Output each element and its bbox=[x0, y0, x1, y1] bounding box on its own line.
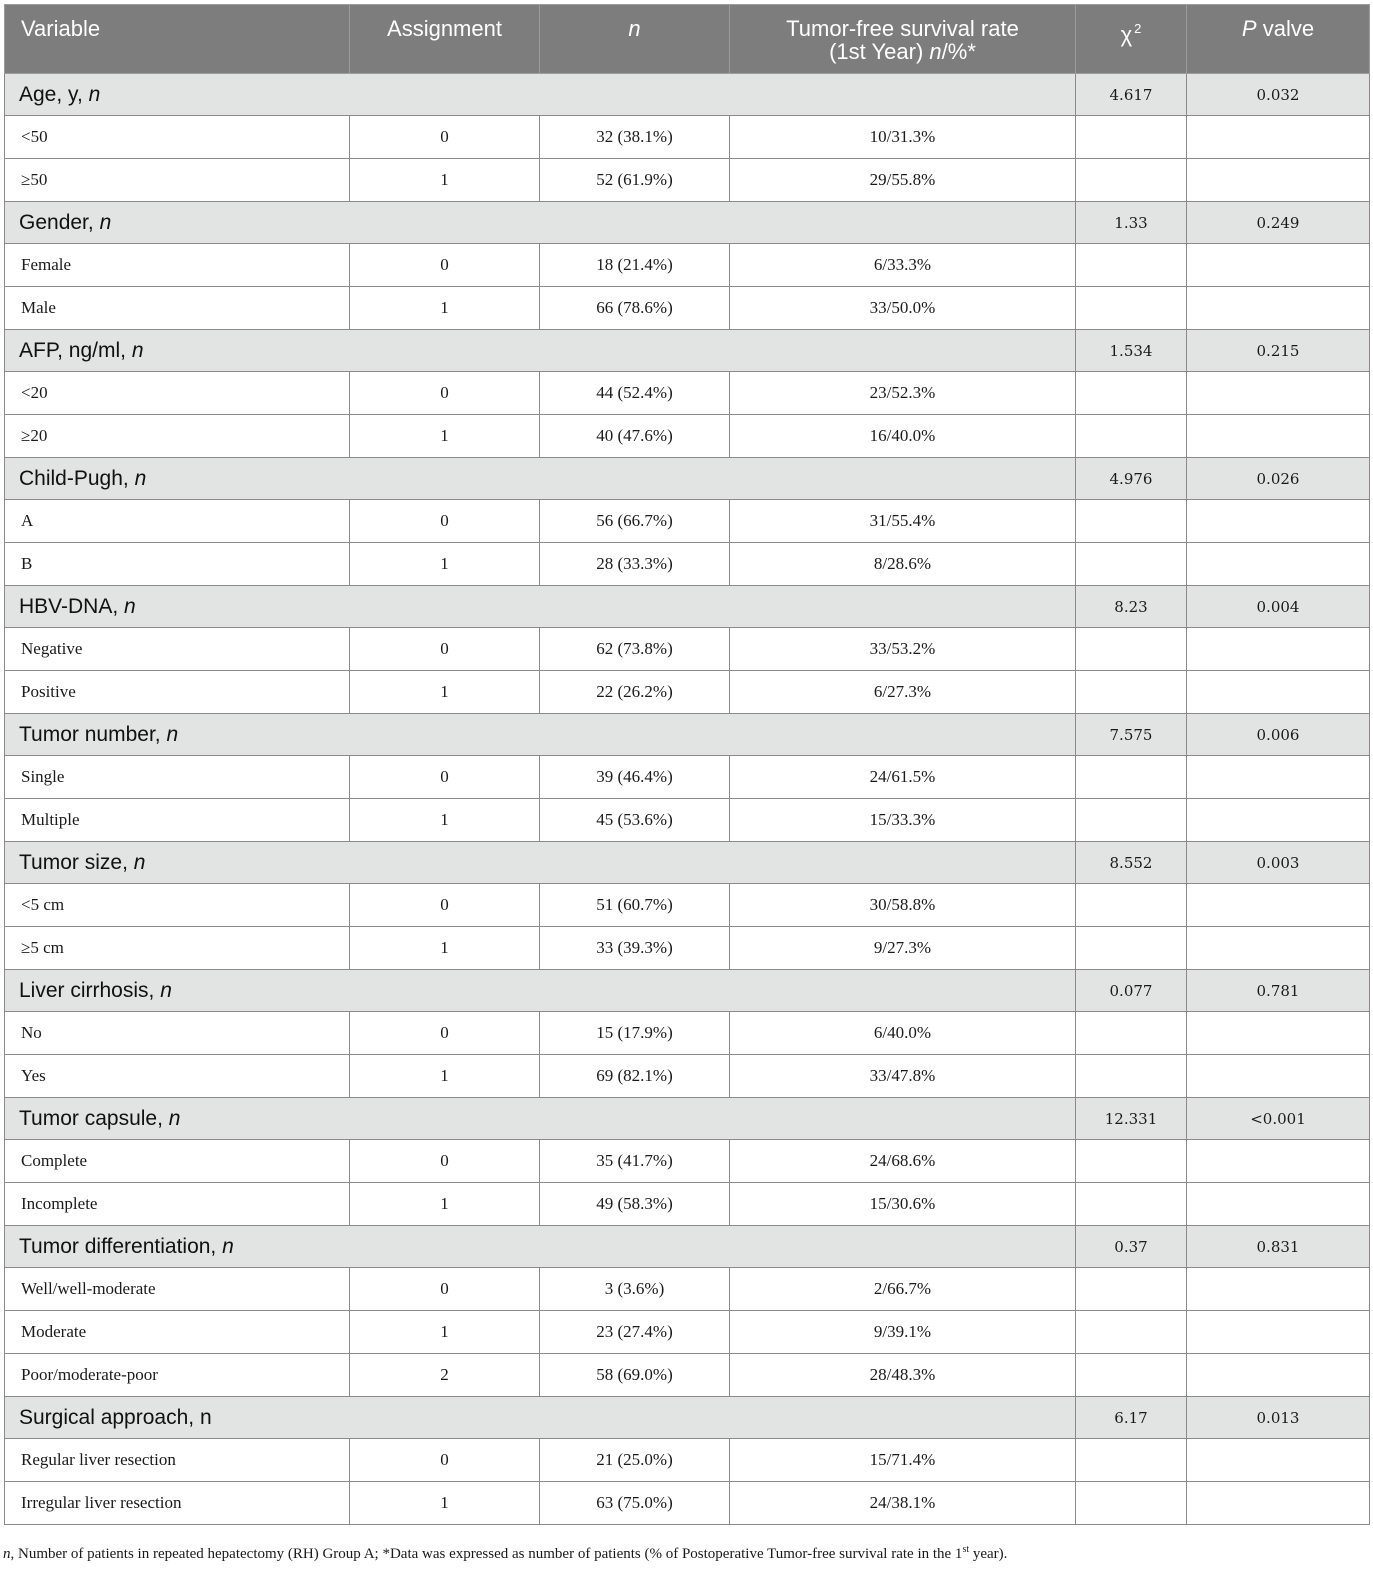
row-chi2-empty bbox=[1076, 372, 1187, 415]
table-row bbox=[5, 756, 1370, 799]
row-survival-rate: 9/39.1% bbox=[730, 1311, 1076, 1354]
row-assignment: 0 bbox=[350, 756, 540, 799]
row-p-empty bbox=[1187, 1183, 1370, 1226]
group-row bbox=[5, 842, 1370, 884]
row-p-empty bbox=[1187, 287, 1370, 330]
row-label: Multiple bbox=[5, 799, 350, 842]
table-row bbox=[5, 159, 1370, 202]
header-rate-line2-italic: n bbox=[929, 39, 942, 64]
group-row bbox=[5, 74, 1370, 116]
header-p-value bbox=[1187, 5, 1370, 74]
header-chi-square bbox=[1076, 5, 1187, 74]
row-p-empty bbox=[1187, 799, 1370, 842]
header-chi-symbol: χ bbox=[1120, 22, 1133, 47]
group-label: Liver cirrhosis, bbox=[19, 978, 161, 1002]
row-assignment: 0 bbox=[350, 1140, 540, 1183]
row-survival-rate: 16/40.0% bbox=[730, 415, 1076, 458]
row-survival-rate: 23/52.3% bbox=[730, 372, 1076, 415]
row-n: 66 (78.6%) bbox=[540, 287, 730, 330]
row-chi2-empty bbox=[1076, 1439, 1187, 1482]
group-label-n: n bbox=[99, 210, 112, 234]
row-n: 69 (82.1%) bbox=[540, 1055, 730, 1098]
group-chi2: 0.37 bbox=[1076, 1226, 1187, 1268]
row-p-empty bbox=[1187, 1268, 1370, 1311]
row-label: Incomplete bbox=[5, 1183, 350, 1226]
row-n: 39 (46.4%) bbox=[540, 756, 730, 799]
row-n: 18 (21.4%) bbox=[540, 244, 730, 287]
row-survival-rate: 2/66.7% bbox=[730, 1268, 1076, 1311]
group-row bbox=[5, 714, 1370, 756]
row-label: <5 cm bbox=[5, 884, 350, 927]
header-assignment: Assignment bbox=[350, 5, 540, 74]
header-row bbox=[5, 5, 1370, 74]
row-label: <50 bbox=[5, 116, 350, 159]
header-survival-rate bbox=[730, 5, 1076, 74]
table-row bbox=[5, 1439, 1370, 1482]
row-assignment: 1 bbox=[350, 1311, 540, 1354]
row-label: B bbox=[5, 543, 350, 586]
row-assignment: 0 bbox=[350, 372, 540, 415]
table-row bbox=[5, 671, 1370, 714]
group-p-value: 0.781 bbox=[1187, 970, 1370, 1012]
group-chi2: 12.331 bbox=[1076, 1098, 1187, 1140]
row-p-empty bbox=[1187, 159, 1370, 202]
row-n: 3 (3.6%) bbox=[540, 1268, 730, 1311]
row-assignment: 0 bbox=[350, 628, 540, 671]
group-label-cell bbox=[5, 1098, 1076, 1140]
row-chi2-empty bbox=[1076, 671, 1187, 714]
group-label: Tumor capsule, bbox=[19, 1106, 169, 1130]
group-row bbox=[5, 202, 1370, 244]
table-row bbox=[5, 244, 1370, 287]
group-p-value: 0.249 bbox=[1187, 202, 1370, 244]
row-n: 23 (27.4%) bbox=[540, 1311, 730, 1354]
row-survival-rate: 6/33.3% bbox=[730, 244, 1076, 287]
row-p-empty bbox=[1187, 372, 1370, 415]
group-label-cell bbox=[5, 1226, 1076, 1268]
row-label: No bbox=[5, 1012, 350, 1055]
row-chi2-empty bbox=[1076, 287, 1187, 330]
footnote-sup: st bbox=[962, 1544, 970, 1555]
row-p-empty bbox=[1187, 1482, 1370, 1525]
header-chi-sup: 2 bbox=[1134, 21, 1142, 36]
row-chi2-empty bbox=[1076, 799, 1187, 842]
table-row bbox=[5, 543, 1370, 586]
row-n: 32 (38.1%) bbox=[540, 116, 730, 159]
table-row bbox=[5, 628, 1370, 671]
table-row bbox=[5, 500, 1370, 543]
row-survival-rate: 33/47.8% bbox=[730, 1055, 1076, 1098]
header-rate-line2-post: /%* bbox=[941, 39, 976, 64]
row-n: 15 (17.9%) bbox=[540, 1012, 730, 1055]
row-n: 49 (58.3%) bbox=[540, 1183, 730, 1226]
row-label: Regular liver resection bbox=[5, 1439, 350, 1482]
row-label: <20 bbox=[5, 372, 350, 415]
group-label-cell bbox=[5, 458, 1076, 500]
table-row bbox=[5, 1183, 1370, 1226]
group-chi2: 8.23 bbox=[1076, 586, 1187, 628]
group-p-value: 0.032 bbox=[1187, 74, 1370, 116]
row-assignment: 0 bbox=[350, 1439, 540, 1482]
group-label-n: n bbox=[222, 1234, 234, 1258]
row-chi2-empty bbox=[1076, 1268, 1187, 1311]
group-label: Tumor differentiation, bbox=[19, 1234, 223, 1258]
row-assignment: 1 bbox=[350, 671, 540, 714]
row-chi2-empty bbox=[1076, 244, 1187, 287]
row-survival-rate: 24/61.5% bbox=[730, 756, 1076, 799]
row-label: Poor/moderate-poor bbox=[5, 1354, 350, 1397]
row-assignment: 1 bbox=[350, 1055, 540, 1098]
group-chi2: 0.077 bbox=[1076, 970, 1187, 1012]
row-p-empty bbox=[1187, 628, 1370, 671]
row-label: Irregular liver resection bbox=[5, 1482, 350, 1525]
table-body bbox=[5, 74, 1370, 1525]
row-p-empty bbox=[1187, 1354, 1370, 1397]
group-chi2: 4.976 bbox=[1076, 458, 1187, 500]
row-assignment: 1 bbox=[350, 927, 540, 970]
row-label: Well/well-moderate bbox=[5, 1268, 350, 1311]
row-n: 52 (61.9%) bbox=[540, 159, 730, 202]
row-survival-rate: 28/48.3% bbox=[730, 1354, 1076, 1397]
group-chi2: 6.17 bbox=[1076, 1397, 1187, 1439]
row-assignment: 2 bbox=[350, 1354, 540, 1397]
row-survival-rate: 31/55.4% bbox=[730, 500, 1076, 543]
row-survival-rate: 10/31.3% bbox=[730, 116, 1076, 159]
row-label: Positive bbox=[5, 671, 350, 714]
row-p-empty bbox=[1187, 244, 1370, 287]
group-label: Tumor number, bbox=[19, 722, 167, 746]
group-label-n: n bbox=[134, 466, 147, 490]
row-survival-rate: 29/55.8% bbox=[730, 159, 1076, 202]
table-row bbox=[5, 884, 1370, 927]
row-assignment: 1 bbox=[350, 1482, 540, 1525]
group-p-value: 0.013 bbox=[1187, 1397, 1370, 1439]
group-label-cell bbox=[5, 202, 1076, 244]
group-label: Gender, bbox=[19, 210, 100, 234]
row-survival-rate: 24/38.1% bbox=[730, 1482, 1076, 1525]
group-p-value: 0.026 bbox=[1187, 458, 1370, 500]
row-n: 56 (66.7%) bbox=[540, 500, 730, 543]
row-label: ≥50 bbox=[5, 159, 350, 202]
row-n: 63 (75.0%) bbox=[540, 1482, 730, 1525]
row-p-empty bbox=[1187, 884, 1370, 927]
row-chi2-empty bbox=[1076, 1482, 1187, 1525]
row-p-empty bbox=[1187, 1140, 1370, 1183]
table-row bbox=[5, 1354, 1370, 1397]
footnote-n: n bbox=[3, 1546, 11, 1562]
group-label: HBV-DNA, bbox=[19, 594, 125, 618]
row-assignment: 0 bbox=[350, 116, 540, 159]
table-row bbox=[5, 415, 1370, 458]
row-n: 51 (60.7%) bbox=[540, 884, 730, 927]
group-label-n: n bbox=[133, 850, 146, 874]
results-table bbox=[4, 4, 1370, 1525]
group-label-n: n bbox=[124, 594, 136, 618]
row-label: Male bbox=[5, 287, 350, 330]
group-label: Age, y, bbox=[19, 82, 89, 106]
row-chi2-empty bbox=[1076, 1055, 1187, 1098]
row-chi2-empty bbox=[1076, 500, 1187, 543]
group-row bbox=[5, 1226, 1370, 1268]
results-table-container bbox=[4, 4, 1369, 1525]
header-p-italic: P bbox=[1241, 16, 1257, 41]
group-chi2: 1.33 bbox=[1076, 202, 1187, 244]
row-chi2-empty bbox=[1076, 628, 1187, 671]
row-n: 58 (69.0%) bbox=[540, 1354, 730, 1397]
group-label: Surgical approach, n bbox=[19, 1405, 212, 1429]
group-p-value: 0.006 bbox=[1187, 714, 1370, 756]
row-survival-rate: 15/33.3% bbox=[730, 799, 1076, 842]
row-p-empty bbox=[1187, 671, 1370, 714]
group-chi2: 7.575 bbox=[1076, 714, 1187, 756]
row-label: Yes bbox=[5, 1055, 350, 1098]
group-row bbox=[5, 1098, 1370, 1140]
group-row bbox=[5, 970, 1370, 1012]
row-survival-rate: 15/71.4% bbox=[730, 1439, 1076, 1482]
row-chi2-empty bbox=[1076, 756, 1187, 799]
table-row bbox=[5, 116, 1370, 159]
row-assignment: 1 bbox=[350, 287, 540, 330]
header-n bbox=[540, 5, 730, 74]
row-n: 33 (39.3%) bbox=[540, 927, 730, 970]
row-p-empty bbox=[1187, 1012, 1370, 1055]
table-row bbox=[5, 927, 1370, 970]
group-label-cell bbox=[5, 714, 1076, 756]
row-assignment: 0 bbox=[350, 244, 540, 287]
row-chi2-empty bbox=[1076, 1311, 1187, 1354]
row-chi2-empty bbox=[1076, 116, 1187, 159]
row-assignment: 0 bbox=[350, 1268, 540, 1311]
group-label-cell bbox=[5, 842, 1076, 884]
table-row bbox=[5, 1055, 1370, 1098]
row-p-empty bbox=[1187, 927, 1370, 970]
row-chi2-empty bbox=[1076, 1012, 1187, 1055]
row-assignment: 0 bbox=[350, 884, 540, 927]
row-survival-rate: 6/27.3% bbox=[730, 671, 1076, 714]
table-row bbox=[5, 287, 1370, 330]
row-p-empty bbox=[1187, 543, 1370, 586]
row-chi2-empty bbox=[1076, 415, 1187, 458]
group-chi2: 8.552 bbox=[1076, 842, 1187, 884]
table-row bbox=[5, 1012, 1370, 1055]
group-chi2: 1.534 bbox=[1076, 330, 1187, 372]
table-row bbox=[5, 799, 1370, 842]
row-label: Negative bbox=[5, 628, 350, 671]
group-label-cell bbox=[5, 74, 1076, 116]
row-survival-rate: 8/28.6% bbox=[730, 543, 1076, 586]
row-survival-rate: 15/30.6% bbox=[730, 1183, 1076, 1226]
row-label: Female bbox=[5, 244, 350, 287]
row-n: 28 (33.3%) bbox=[540, 543, 730, 586]
group-label: Tumor size, bbox=[19, 850, 134, 874]
row-chi2-empty bbox=[1076, 159, 1187, 202]
row-p-empty bbox=[1187, 116, 1370, 159]
group-label: Child-Pugh, bbox=[19, 466, 135, 490]
row-p-empty bbox=[1187, 415, 1370, 458]
group-label-n: n bbox=[131, 338, 144, 362]
group-label-n: n bbox=[160, 978, 172, 1002]
group-p-value: 0.831 bbox=[1187, 1226, 1370, 1268]
row-n: 35 (41.7%) bbox=[540, 1140, 730, 1183]
row-assignment: 0 bbox=[350, 1012, 540, 1055]
group-label-cell bbox=[5, 330, 1076, 372]
group-p-value: 0.003 bbox=[1187, 842, 1370, 884]
header-rate-line1: Tumor-free survival rate bbox=[786, 16, 1019, 41]
row-n: 62 (73.8%) bbox=[540, 628, 730, 671]
table-row bbox=[5, 1140, 1370, 1183]
group-p-value: 0.004 bbox=[1187, 586, 1370, 628]
group-p-value: <0.001 bbox=[1187, 1098, 1370, 1140]
group-label-n: n bbox=[166, 722, 179, 746]
table-footnote bbox=[3, 1544, 1371, 1563]
row-n: 40 (47.6%) bbox=[540, 415, 730, 458]
header-n-text: n bbox=[628, 16, 641, 41]
group-row bbox=[5, 1397, 1370, 1439]
table-row bbox=[5, 1311, 1370, 1354]
row-p-empty bbox=[1187, 1439, 1370, 1482]
group-chi2: 4.617 bbox=[1076, 74, 1187, 116]
row-label: ≥20 bbox=[5, 415, 350, 458]
row-assignment: 1 bbox=[350, 1183, 540, 1226]
row-assignment: 1 bbox=[350, 543, 540, 586]
row-chi2-empty bbox=[1076, 884, 1187, 927]
group-label-n: n bbox=[88, 82, 101, 106]
row-chi2-empty bbox=[1076, 1140, 1187, 1183]
group-label-cell bbox=[5, 970, 1076, 1012]
row-p-empty bbox=[1187, 500, 1370, 543]
row-p-empty bbox=[1187, 756, 1370, 799]
row-label: Moderate bbox=[5, 1311, 350, 1354]
header-rate-line2-pre: (1st Year) bbox=[829, 39, 930, 64]
table-row bbox=[5, 1482, 1370, 1525]
row-n: 44 (52.4%) bbox=[540, 372, 730, 415]
row-chi2-empty bbox=[1076, 543, 1187, 586]
row-assignment: 1 bbox=[350, 799, 540, 842]
row-survival-rate: 6/40.0% bbox=[730, 1012, 1076, 1055]
row-survival-rate: 30/58.8% bbox=[730, 884, 1076, 927]
row-survival-rate: 33/50.0% bbox=[730, 287, 1076, 330]
row-p-empty bbox=[1187, 1055, 1370, 1098]
row-survival-rate: 33/53.2% bbox=[730, 628, 1076, 671]
header-p-rest: valve bbox=[1256, 16, 1315, 41]
row-assignment: 0 bbox=[350, 500, 540, 543]
header-variable: Variable bbox=[5, 5, 350, 74]
row-chi2-empty bbox=[1076, 1354, 1187, 1397]
row-label: A bbox=[5, 500, 350, 543]
group-row bbox=[5, 330, 1370, 372]
group-label-cell bbox=[5, 1397, 1076, 1439]
table-row bbox=[5, 1268, 1370, 1311]
row-survival-rate: 24/68.6% bbox=[730, 1140, 1076, 1183]
group-row bbox=[5, 586, 1370, 628]
footnote-text-2: year). bbox=[969, 1546, 1008, 1562]
row-n: 22 (26.2%) bbox=[540, 671, 730, 714]
group-label: AFP, ng/ml, bbox=[19, 338, 132, 362]
row-assignment: 1 bbox=[350, 159, 540, 202]
group-label-cell bbox=[5, 586, 1076, 628]
row-label: ≥5 cm bbox=[5, 927, 350, 970]
group-p-value: 0.215 bbox=[1187, 330, 1370, 372]
row-n: 45 (53.6%) bbox=[540, 799, 730, 842]
row-n: 21 (25.0%) bbox=[540, 1439, 730, 1482]
row-chi2-empty bbox=[1076, 1183, 1187, 1226]
group-label-n: n bbox=[168, 1106, 181, 1130]
row-survival-rate: 9/27.3% bbox=[730, 927, 1076, 970]
group-row bbox=[5, 458, 1370, 500]
table-row bbox=[5, 372, 1370, 415]
row-label: Complete bbox=[5, 1140, 350, 1183]
row-assignment: 1 bbox=[350, 415, 540, 458]
row-p-empty bbox=[1187, 1311, 1370, 1354]
row-label: Single bbox=[5, 756, 350, 799]
footnote-text-1: , Number of patients in repeated hepatectomy (RH) Group A; *Data was expressed as number of patients (% of Postoperative Tumor-free survival rate in the 1 bbox=[10, 1546, 963, 1562]
row-chi2-empty bbox=[1076, 927, 1187, 970]
